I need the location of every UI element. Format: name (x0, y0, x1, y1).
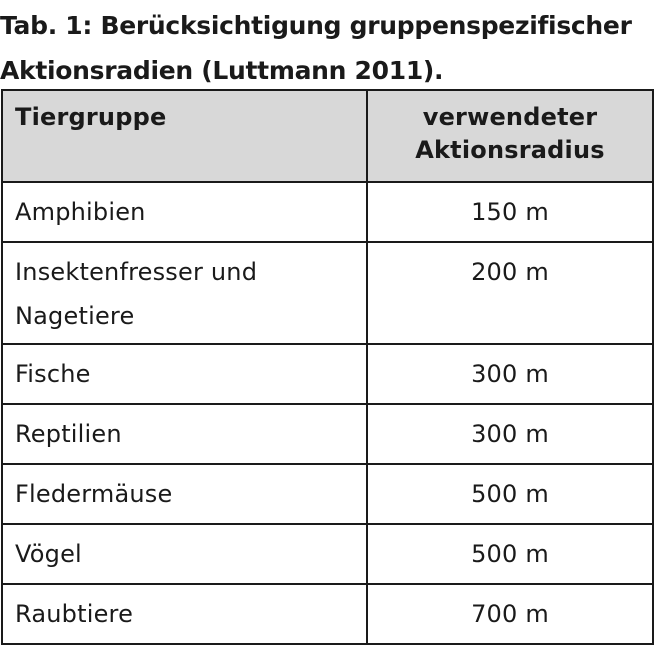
cell-action-radius: 300 m (367, 404, 653, 464)
cell-action-radius: 500 m (367, 464, 653, 524)
cell-action-radius: 700 m (367, 584, 653, 644)
header-action-radius-line-1: verwendeter (422, 103, 598, 131)
cell-action-radius: 500 m (367, 524, 653, 584)
cell-animal-group-line-1: Insektenfresser und (15, 258, 258, 286)
action-radius-table (1, 89, 654, 645)
caption-line-2: Aktionsradien (Luttmann 2011). (0, 56, 444, 85)
table-row (2, 524, 653, 584)
table-row (2, 464, 653, 524)
table-row (2, 584, 653, 644)
cell-animal-group-line-2: Nagetiere (15, 302, 135, 330)
cell-animal-group: Fledermäuse (2, 464, 367, 524)
caption-line-1: Tab. 1: Berücksichtigung gruppenspezifischer (0, 11, 632, 40)
cell-action-radius: 300 m (367, 344, 653, 404)
table-row (2, 404, 653, 464)
cell-animal-group: Vögel (2, 524, 367, 584)
cell-animal-group: Reptilien (2, 404, 367, 464)
header-action-radius-line-2: Aktionsradius (415, 136, 605, 164)
table-header-row (2, 90, 653, 182)
cell-animal-group: Amphibien (2, 182, 367, 242)
header-animal-group: Tiergruppe (2, 90, 367, 182)
header-action-radius (367, 90, 653, 182)
cell-action-radius: 200 m (367, 242, 653, 344)
cell-animal-group: Fische (2, 344, 367, 404)
table-caption (0, 3, 650, 93)
table-row (2, 242, 653, 344)
cell-animal-group (2, 242, 367, 344)
table-row (2, 344, 653, 404)
cell-animal-group: Raubtiere (2, 584, 367, 644)
cell-action-radius: 150 m (367, 182, 653, 242)
table-row (2, 182, 653, 242)
